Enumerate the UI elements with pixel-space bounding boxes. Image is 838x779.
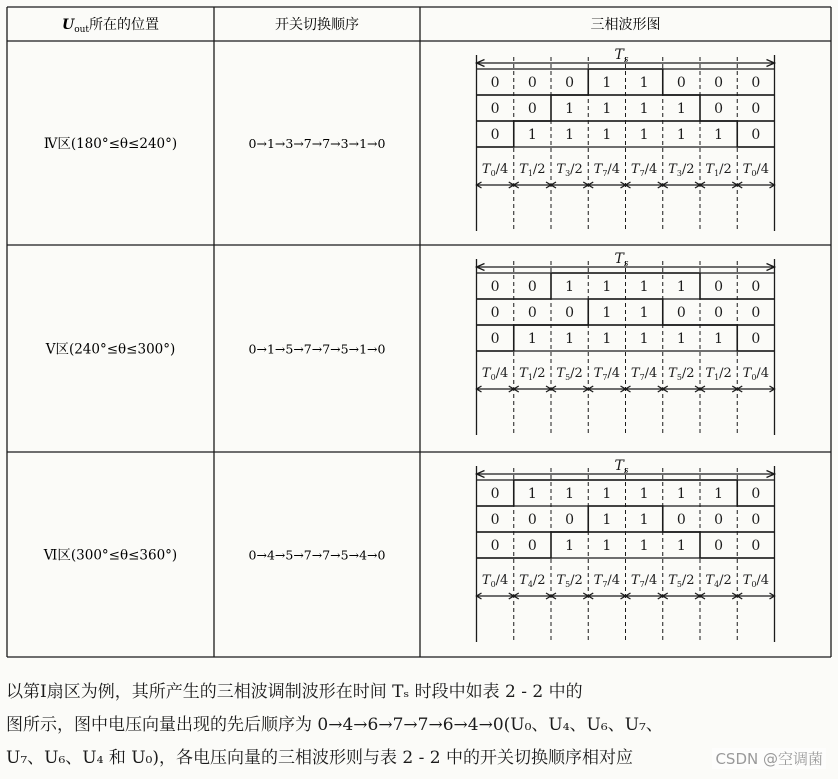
segment-time-label <box>743 366 769 382</box>
segment-time-divisor: /2 <box>570 162 583 177</box>
phase-value: 1 <box>676 127 686 143</box>
phase-value: 0 <box>676 512 686 528</box>
phase-value: 0 <box>490 101 500 117</box>
phase-value: 1 <box>639 127 649 143</box>
segment-time-symbol: T <box>630 162 640 177</box>
segment-time-vector: 7 <box>639 580 645 589</box>
phase-value: 0 <box>751 279 761 295</box>
segment-time-vector: 0 <box>751 373 757 382</box>
segment-time-vector: 0 <box>751 580 757 589</box>
segment-time-divisor: /2 <box>719 162 732 177</box>
segment-time-symbol: T <box>556 162 566 177</box>
segment-time-label <box>519 162 545 178</box>
segment-time-label <box>705 162 731 178</box>
segment-time-vector: 1 <box>527 169 533 178</box>
segment-time-vector: 1 <box>714 169 720 178</box>
segment-time-divisor: /4 <box>756 573 770 588</box>
segment-time-symbol: T <box>481 366 491 381</box>
phase-value: 1 <box>639 512 649 528</box>
segment-time-divisor: /4 <box>644 162 658 177</box>
segment-time-vector: 0 <box>490 580 496 589</box>
segment-time-vector: 4 <box>714 580 720 589</box>
phase-value: 0 <box>751 101 761 117</box>
phase-value: 0 <box>565 512 575 528</box>
segment-time-label <box>594 162 620 178</box>
segment-time-label <box>519 366 545 382</box>
segment-time-vector: 7 <box>639 169 645 178</box>
waveform-diagram <box>477 55 775 231</box>
phase-value: 1 <box>714 331 724 347</box>
phase-value: 1 <box>565 127 575 143</box>
segment-time-symbol: T <box>668 573 677 588</box>
segment-time-label <box>482 366 508 382</box>
phase-value: 0 <box>714 101 724 117</box>
table-body <box>43 47 775 642</box>
region-label: Ⅴ区(240°≤θ≤300°) <box>45 341 176 358</box>
segment-time-vector: 1 <box>527 373 533 382</box>
segment-time-divisor: /2 <box>681 366 695 381</box>
segment-time-divisor: /4 <box>644 573 658 588</box>
phase-value: 1 <box>565 538 575 554</box>
phase-value: 1 <box>639 331 649 347</box>
header-position-label: 所在的位置 <box>89 17 160 33</box>
segment-time-vector: 5 <box>565 580 571 589</box>
segment-time-label <box>556 162 582 178</box>
segment-time-vector: 3 <box>565 169 571 178</box>
phase-value: 0 <box>751 305 761 321</box>
phase-value: 0 <box>490 486 500 502</box>
phase-value: 1 <box>676 101 686 117</box>
phase-value: 1 <box>602 538 612 554</box>
segment-time-vector: 1 <box>714 373 720 382</box>
segment-time-divisor: /2 <box>532 573 546 588</box>
segment-time-symbol: T <box>556 366 566 381</box>
segment-time-label <box>594 573 620 589</box>
segment-time-divisor: /2 <box>681 573 695 588</box>
phase-value: 1 <box>602 331 612 347</box>
segment-time-divisor: /2 <box>532 162 546 177</box>
phase-value: 1 <box>714 486 724 502</box>
segment-time-symbol: T <box>742 366 752 381</box>
phase-value: 0 <box>527 75 537 91</box>
segment-time-vector: 7 <box>639 373 645 382</box>
phase-value: 0 <box>490 538 500 554</box>
segment-time-symbol: T <box>519 162 528 177</box>
segment-time-label <box>631 573 657 589</box>
phase-value: 1 <box>676 331 686 347</box>
segment-time-symbol: T <box>593 366 603 381</box>
phase-value: 0 <box>527 512 537 528</box>
phase-value: 0 <box>490 75 500 91</box>
phase-value: 1 <box>602 127 612 143</box>
segment-time-symbol: T <box>705 366 715 381</box>
paragraph-line-2: 图所示，图中电压向量出现的先后顺序为 0→4→6→7→7→6→4→0(U₀、U₄、U₆、U₇、 <box>6 715 663 735</box>
phase-value: 1 <box>676 279 686 295</box>
segment-time-divisor: /4 <box>756 162 770 177</box>
segment-time-label <box>668 366 694 382</box>
segment-time-divisor: /2 <box>570 573 583 588</box>
phase-value: 0 <box>490 279 500 295</box>
phase-value: 1 <box>602 305 612 321</box>
phase-value: 0 <box>714 75 724 91</box>
segment-time-vector: 5 <box>565 373 571 382</box>
segment-time-symbol: T <box>668 366 677 381</box>
segment-time-divisor: /4 <box>495 573 509 588</box>
period-label <box>615 47 629 65</box>
period-label <box>615 458 629 476</box>
segment-time-vector: 7 <box>602 169 608 178</box>
phase-value: 0 <box>565 75 575 91</box>
segment-time-label <box>743 573 769 589</box>
switching-sequence: 0→1→3→7→7→3→1→0 <box>248 136 386 151</box>
phase-value: 1 <box>676 538 686 554</box>
segment-time-symbol: T <box>593 573 603 588</box>
period-subscript: s <box>623 466 629 476</box>
phase-value: 0 <box>565 305 575 321</box>
segment-time-vector: 7 <box>602 580 608 589</box>
segment-time-symbol: T <box>630 366 640 381</box>
period-symbol: T <box>614 251 624 267</box>
period-subscript: s <box>623 55 629 65</box>
segment-time-symbol: T <box>593 162 603 177</box>
phase-value: 0 <box>751 538 761 554</box>
phase-value: 1 <box>565 279 575 295</box>
segment-time-symbol: T <box>519 573 528 588</box>
phase-value: 0 <box>676 305 686 321</box>
phase-value: 0 <box>527 101 537 117</box>
table-row <box>45 251 775 435</box>
segment-time-vector: 5 <box>676 580 682 589</box>
phase-value: 1 <box>602 75 612 91</box>
period-symbol: T <box>614 458 624 474</box>
segment-time-label <box>519 573 545 589</box>
waveform-diagram <box>477 466 775 642</box>
phase-value: 1 <box>714 127 724 143</box>
phase-value: 0 <box>751 75 761 91</box>
phase-value: 0 <box>490 127 500 143</box>
phase-value: 1 <box>676 486 686 502</box>
segment-time-divisor: /4 <box>607 573 621 588</box>
period-label <box>615 251 629 269</box>
phase-value: 0 <box>490 331 500 347</box>
phase-value: 1 <box>527 486 537 502</box>
phase-value: 1 <box>527 331 537 347</box>
phase-value: 1 <box>565 331 575 347</box>
segment-time-divisor: /2 <box>570 366 583 381</box>
segment-time-symbol: T <box>742 573 752 588</box>
phase-value: 1 <box>565 486 575 502</box>
segment-time-label <box>668 573 694 589</box>
segment-time-symbol: T <box>630 573 640 588</box>
phase-value: 1 <box>639 538 649 554</box>
segment-time-label <box>668 162 694 178</box>
phase-value: 0 <box>751 127 761 143</box>
region-label: Ⅳ区(180°≤θ≤240°) <box>43 136 178 152</box>
phase-value: 1 <box>602 512 612 528</box>
phase-value: 1 <box>639 279 649 295</box>
segment-time-label <box>743 162 769 178</box>
segment-time-divisor: /2 <box>532 366 546 381</box>
phase-value: 1 <box>565 101 575 117</box>
segment-time-divisor: /4 <box>644 366 658 381</box>
segment-time-label <box>556 573 582 589</box>
phase-value: 0 <box>714 279 724 295</box>
phase-value: 0 <box>714 512 724 528</box>
phase-value: 0 <box>714 538 724 554</box>
segment-time-label <box>631 366 657 382</box>
phase-value: 1 <box>602 486 612 502</box>
switching-sequence: 0→4→5→7→7→5→4→0 <box>248 547 386 563</box>
segment-time-divisor: /4 <box>607 366 621 381</box>
phase-value: 0 <box>490 305 500 321</box>
header-sequence: 开关切换顺序 <box>275 17 359 33</box>
segment-time-vector: 0 <box>490 169 496 178</box>
table-header-row <box>62 16 661 35</box>
phase-value: 0 <box>714 305 724 321</box>
header-u-subscript: out <box>74 25 90 35</box>
segment-time-symbol: T <box>705 162 715 177</box>
paragraph-line-1: 以第Ⅰ扇区为例，其所产生的三相波调制波形在时间 Tₛ 时段中如表 2 - 2 中的 <box>6 682 583 702</box>
table-row <box>44 47 775 231</box>
segment-time-vector: 3 <box>676 169 682 178</box>
phase-value: 1 <box>639 486 649 502</box>
segment-time-divisor: /2 <box>719 573 732 588</box>
phase-value: 1 <box>602 101 612 117</box>
segment-time-label <box>482 162 508 178</box>
phase-value: 0 <box>751 512 761 528</box>
segment-time-label <box>594 366 620 382</box>
segment-time-label <box>705 573 731 589</box>
segment-time-vector: 4 <box>527 580 533 589</box>
period-subscript: s <box>623 259 629 269</box>
segment-time-divisor: /4 <box>495 162 509 177</box>
phase-value: 1 <box>639 75 649 91</box>
waveform-diagram <box>477 259 775 435</box>
region-label: Ⅵ区(300°≤θ≤360°) <box>43 547 178 564</box>
phase-value: 1 <box>639 305 649 321</box>
segment-time-label <box>556 366 582 382</box>
segment-time-label <box>482 573 508 589</box>
phase-value: 0 <box>751 331 761 347</box>
phase-value: 0 <box>527 279 537 295</box>
segment-time-divisor: /4 <box>756 366 770 381</box>
segment-time-symbol: T <box>556 573 566 588</box>
segment-time-symbol: T <box>481 162 491 177</box>
segment-time-divisor: /4 <box>607 162 621 177</box>
segment-time-vector: 0 <box>490 373 496 382</box>
phase-value: 0 <box>527 305 537 321</box>
phase-value: 0 <box>527 538 537 554</box>
phase-value: 1 <box>639 101 649 117</box>
segment-time-symbol: T <box>742 162 752 177</box>
period-symbol: T <box>614 47 624 63</box>
watermark: CSDN @空调菌 <box>712 748 826 769</box>
segment-time-divisor: /2 <box>681 162 695 177</box>
phase-value: 0 <box>751 486 761 502</box>
table-row <box>43 458 775 642</box>
phase-value: 1 <box>527 127 537 143</box>
header-u-symbol: U <box>61 17 75 33</box>
segment-time-vector: 5 <box>676 373 682 382</box>
segment-time-vector: 0 <box>751 169 757 178</box>
phase-value: 0 <box>490 512 500 528</box>
switching-sequence: 0→1→5→7→7→5→1→0 <box>248 341 386 357</box>
segment-time-symbol: T <box>705 573 715 588</box>
phase-value: 0 <box>676 75 686 91</box>
segment-time-label <box>631 162 657 178</box>
paragraph-line-3: U₇、U₆、U₄ 和 U₀)，各电压向量的三相波形则与表 2 - 2 中的开关切换顺序相对应 <box>6 748 633 768</box>
segment-time-divisor: /4 <box>495 366 509 381</box>
segment-time-symbol: T <box>668 162 677 177</box>
header-waveform: 三相波形图 <box>590 17 661 33</box>
phase-value: 1 <box>602 279 612 295</box>
segment-time-label <box>705 366 731 382</box>
segment-time-divisor: /2 <box>719 366 732 381</box>
header-position <box>62 17 159 35</box>
segment-time-symbol: T <box>481 573 491 588</box>
segment-time-vector: 7 <box>602 373 608 382</box>
segment-time-symbol: T <box>519 366 528 381</box>
